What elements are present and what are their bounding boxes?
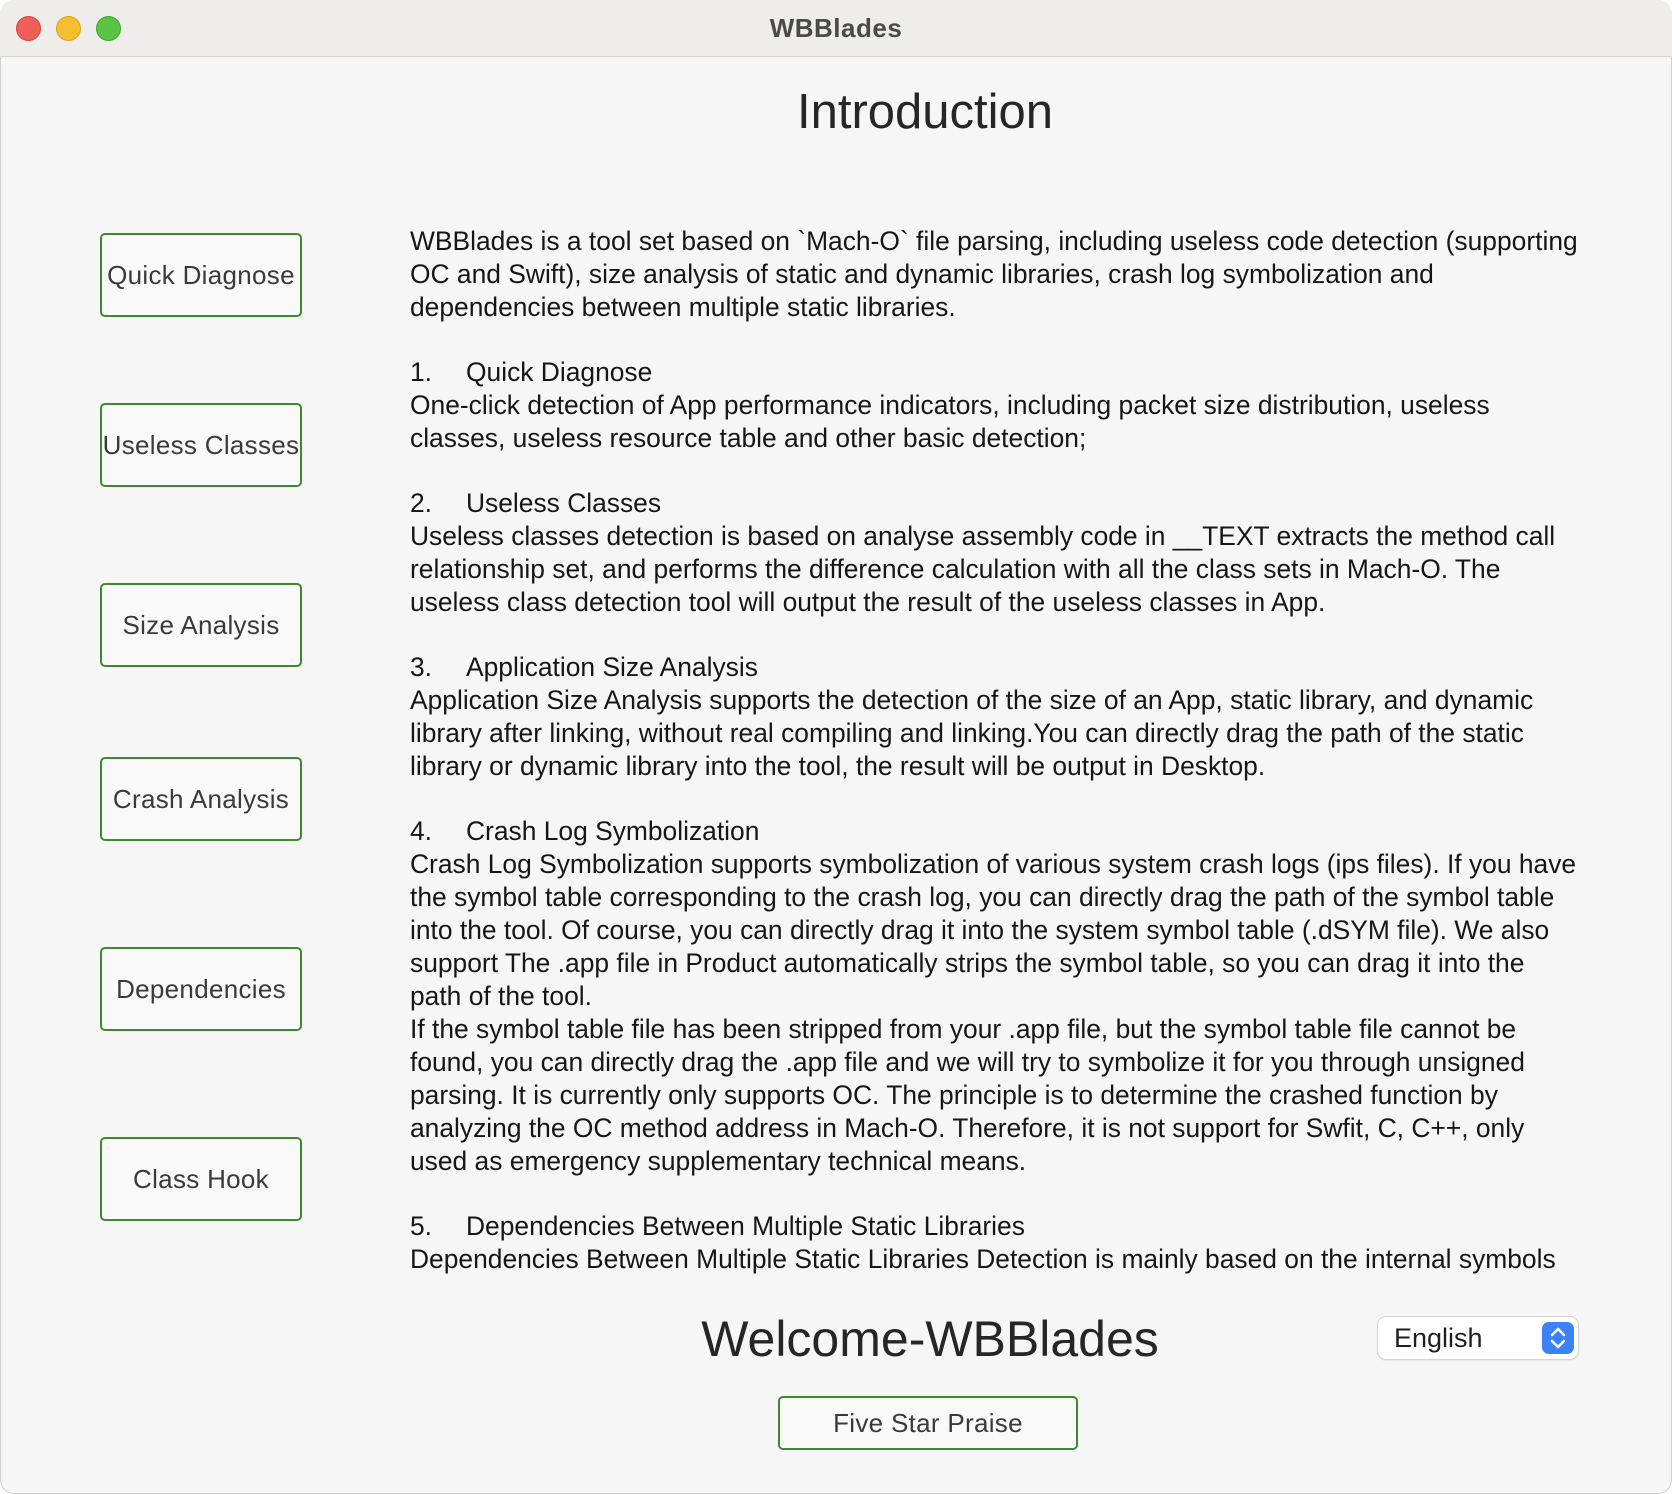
section-useless-classes [410, 487, 1580, 619]
section-dependencies [410, 1210, 1580, 1276]
dependencies-button[interactable]: Dependencies [100, 947, 302, 1031]
section-number: 5. [410, 1211, 433, 1241]
section-body: Dependencies Between Multiple Static Libraries Detection is mainly based on the internal symbols [410, 1244, 1556, 1274]
language-select[interactable] [1378, 1317, 1578, 1359]
section-heading: Quick Diagnose [466, 357, 653, 387]
five-star-praise-button[interactable]: Five Star Praise [778, 1396, 1078, 1450]
window-title: WBBlades [769, 13, 903, 43]
quick-diagnose-button[interactable]: Quick Diagnose [100, 233, 302, 317]
intro-paragraph: WBBlades is a tool set based on `Mach-O` file parsing, including useless code detection (supporting OC and Swift), size analysis of static and dynamic libraries, crash log symbolization and dependencies between multiple static libraries. [410, 226, 1578, 322]
page-title: Introduction [796, 85, 1054, 139]
size-analysis-button[interactable]: Size Analysis [100, 583, 302, 667]
section-title [410, 1210, 1580, 1243]
section-size-analysis [410, 651, 1580, 783]
section-title [410, 815, 1580, 848]
section-crash-log [410, 815, 1580, 1178]
section-number: 2. [410, 488, 433, 518]
language-select-value: English [1394, 1323, 1483, 1353]
section-quick-diagnose [410, 356, 1580, 455]
section-title [410, 356, 1580, 389]
section-heading: Application Size Analysis [466, 652, 758, 682]
section-heading: Crash Log Symbolization [466, 816, 760, 846]
updown-chevron-icon[interactable] [1542, 1322, 1574, 1354]
useless-classes-button[interactable]: Useless Classes [100, 403, 302, 487]
section-title [410, 487, 1580, 520]
section-body: One-click detection of App performance indicators, including packet size distribution, useless classes, useless resource table and other basic detection; [410, 390, 1490, 453]
welcome-title: Welcome-WBBlades [701, 1311, 1159, 1367]
section-body: Application Size Analysis supports the detection of the size of an App, static library, and dynamic library after linking, without real compiling and linking.You can directly drag the path of the static library or dynamic library into the tool, the result will be output in Desktop. [410, 685, 1534, 781]
section-number: 3. [410, 652, 433, 682]
section-number: 1. [410, 357, 433, 387]
section-number: 4. [410, 816, 433, 846]
title-bar[interactable] [0, 0, 1672, 57]
section-title [410, 651, 1580, 684]
section-heading: Dependencies Between Multiple Static Libraries [466, 1211, 1025, 1241]
crash-analysis-button[interactable]: Crash Analysis [100, 757, 302, 841]
section-body: Crash Log Symbolization supports symbolization of various system crash logs (ips files). If you have the symbol table corresponding to the crash log, you can directly drag the path of the symbol table into the tool. Of course, you can directly drag it into the system symbol table (.dSYM file). We also support The .app file in Product automatically strips the symbol table, so you can drag it into the path of the tool. [410, 849, 1577, 1011]
class-hook-button[interactable]: Class Hook [100, 1137, 302, 1221]
section-body: Useless classes detection is based on analyse assembly code in __TEXT extracts the method call relationship set, and performs the difference calculation with all the class sets in Mach-O. The useless class detection tool will output the result of the useless classes in App. [410, 521, 1556, 617]
section-body-continued: If the symbol table file has been stripped from your .app file, but the symbol table file cannot be found, you can directly drag the .app file and we will try to symbolize it for you through unsigned parsing. It is currently only supports OC. The principle is to determine the crashed function by analyzing the OC method address in Mach-O. Therefore, it is not support for Swfit, C, C++, only used as emergency supplementary technical means. [410, 1014, 1525, 1176]
introduction-text-view[interactable] [410, 225, 1580, 1293]
section-heading: Useless Classes [466, 488, 662, 518]
